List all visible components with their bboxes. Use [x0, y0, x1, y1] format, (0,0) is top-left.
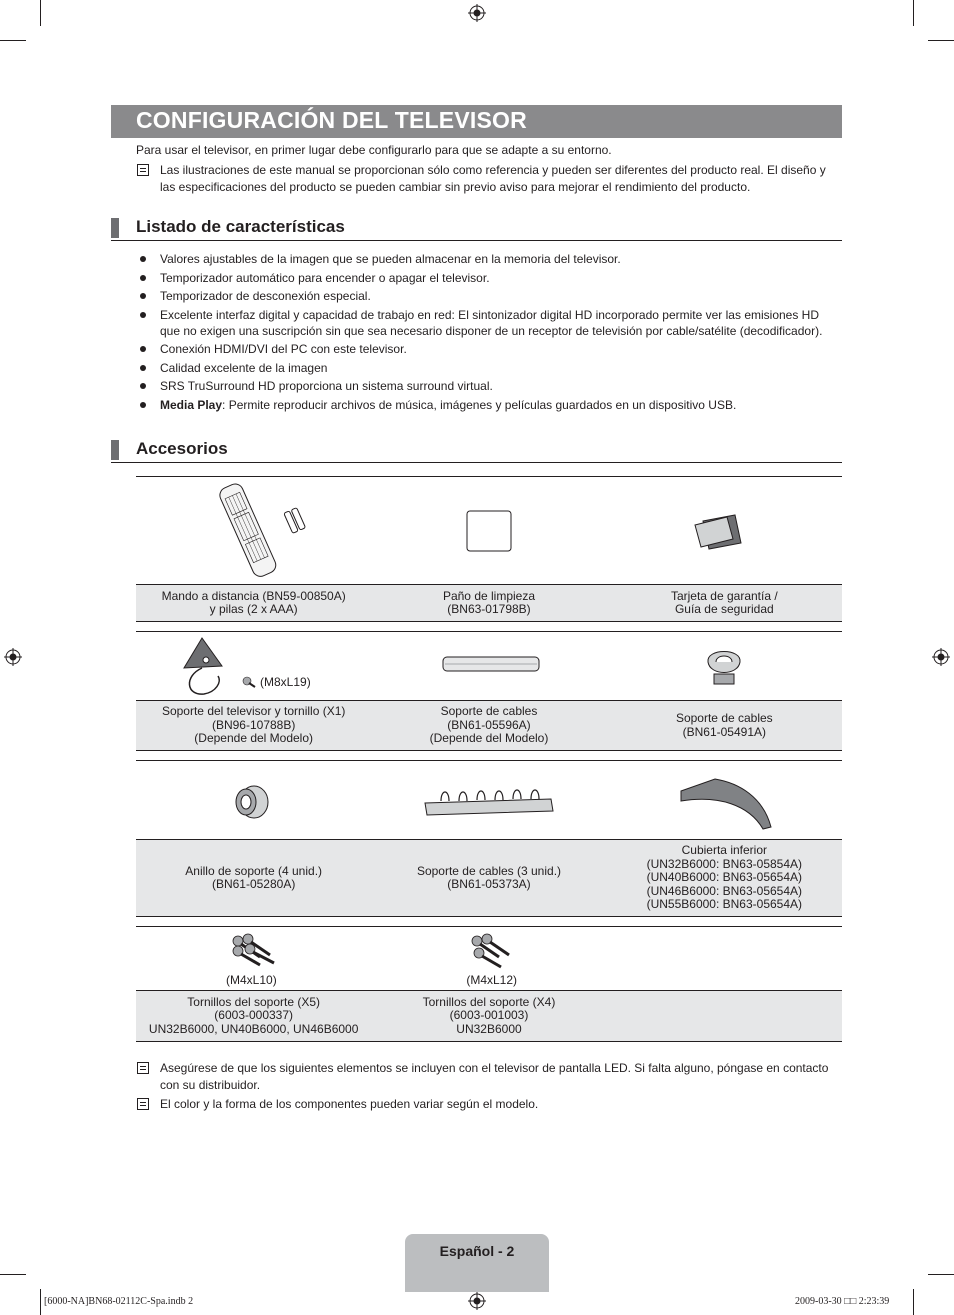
crop-mark [928, 1274, 954, 1275]
note-item: El color y la forma de los componentes pueden variar según el modelo. [136, 1096, 842, 1113]
ring-image-cell [136, 761, 371, 839]
screws-icon [469, 933, 513, 969]
cover-bottom-icon [679, 775, 775, 831]
page-number: Español - 2 [439, 1243, 515, 1259]
print-file-info: [6000-NA]BN68-02112C-Spa.indb 2 [44, 1296, 194, 1307]
accessories-heading-text: Accesorios [136, 439, 228, 458]
page-title: CONFIGURACIÓN DEL TELEVISOR [136, 107, 527, 133]
list-item: Calidad excelente de la imagen [136, 360, 842, 376]
crop-mark [928, 40, 954, 41]
accessory-row-3 [136, 760, 842, 917]
cable-holder-clip-icon [702, 642, 746, 688]
card-image-cell [607, 477, 842, 584]
crop-mark [0, 1274, 26, 1275]
cable-holder-long-icon [441, 654, 541, 674]
registration-mark-icon [4, 648, 22, 666]
intro-note-text: Las ilustraciones de este manual se proporcionan sólo como referencia y pueden ser diferentes del producto real. El diseño y las especificaciones del producto se pueden cambiar sin previo aviso para mejorar el rendimiento del producto. [160, 163, 826, 194]
page-number-tab [405, 1234, 549, 1292]
screw-icon [242, 676, 256, 688]
tv-holder-image-cell [136, 632, 371, 700]
media-play-text: : Permite reproducir archivos de música, imágenes y películas guardados en un dispositivo USB. [222, 397, 737, 412]
holder-ring-icon [232, 783, 272, 821]
remote-image-cell [136, 477, 371, 584]
accessories-heading [111, 438, 842, 463]
cloth-image-cell [371, 477, 606, 584]
list-item: Temporizador automático para encender o apagar el televisor. [136, 270, 842, 286]
empty-label [607, 991, 842, 1041]
cable-holder-clip-label: Soporte de cables (BN61-05491A) [675, 711, 773, 739]
crop-mark [40, 1289, 41, 1315]
media-play-label: Media Play [160, 397, 223, 412]
remote-label: Mando a distancia (BN59-00850A) y pilas (2 x AAA) [161, 588, 346, 616]
screws-m4l10-image-cell [136, 927, 371, 990]
note-icon [137, 1098, 149, 1110]
screws-x4-label: Tornillos del soporte (X4) (6003-001003) UN32B6000 [422, 994, 556, 1036]
cable-holder-long-label: Soporte de cables (BN61-05596A) (Depende del Modelo) [429, 704, 549, 746]
note-item: Asegúrese de que los siguientes elementos se incluyen con el televisor de pantalla LED. Si falta alguno, póngase en contacto con su distribuidor. [136, 1060, 842, 1094]
crop-mark [913, 1289, 914, 1315]
screws-icon [230, 933, 278, 969]
title-bar [111, 105, 842, 138]
end-notes [136, 1060, 842, 1113]
features-heading [111, 216, 842, 241]
crop-mark [40, 0, 41, 26]
list-item: Temporizador de desconexión especial. [136, 288, 842, 304]
intro-section [136, 142, 842, 196]
cable-holder-long-image-cell [371, 632, 606, 700]
empty-cell [607, 927, 842, 990]
screws-m4l12-image-cell [371, 927, 606, 990]
list-item: SRS TruSurround HD proporciona un sistema surround virtual. [136, 378, 842, 394]
list-item [136, 397, 842, 413]
note-icon [137, 164, 149, 176]
warranty-label: Tarjeta de garantía / Guía de seguridad [670, 588, 778, 616]
list-item: Excelente interfaz digital y capacidad de trabajo en red: El sintonizador digital HD incorporado permite ver las emisiones HD que no exigen una suscripción sin que sea necesario disponer de un receptor de televisión por cable/satélite (decodificador). [136, 307, 842, 339]
cover-image-cell [607, 761, 842, 839]
crop-mark [913, 0, 914, 26]
intro-note [136, 162, 842, 196]
screws-x5-label: Tornillos del soporte (X5) (6003-000337) UN32B6000, UN40B6000, UN46B6000 [148, 994, 359, 1036]
tv-holder-icon [182, 636, 242, 698]
cover-label: Cubierta inferior (UN32B6000: BN63-05854A) (UN40B6000: BN63-05654A) (UN46B6000: BN63-05654A) (UN55B6000: BN63-05654A) [646, 843, 803, 912]
registration-mark-icon [932, 648, 950, 666]
registration-mark-icon [468, 4, 486, 22]
features-heading-text: Listado de características [136, 217, 345, 236]
note-icon [137, 1062, 149, 1074]
screw-size-label: (M4xL12) [466, 973, 518, 987]
features-list [136, 251, 842, 415]
cable-holder-comb-label: Soporte de cables (3 unid.) (BN61-05373A) [416, 863, 562, 891]
cable-holder-comb-image-cell [371, 761, 606, 839]
section-marker [111, 440, 119, 460]
screw-size-label: (M8xL19) [260, 675, 311, 689]
cable-holder-comb-icon [421, 779, 557, 819]
tv-holder-label: Soporte del televisor y tornillo (X1) (BN96-10788B) (Depende del Modelo) [161, 704, 346, 746]
cable-holder-clip-image-cell [607, 632, 842, 700]
cloth-label: Paño de limpieza (BN63-01798B) [442, 588, 536, 616]
print-date-info: 2009-03-30 □□ 2:23:39 [795, 1296, 890, 1307]
accessory-row-4 [136, 926, 842, 1042]
accessory-row-1 [136, 476, 842, 622]
cleaning-cloth-icon [463, 509, 515, 555]
remote-control-icon [206, 481, 326, 581]
ring-label: Anillo de soporte (4 unid.) (BN61-05280A) [185, 863, 323, 891]
list-item: Conexión HDMI/DVI del PC con este televisor. [136, 341, 842, 357]
registration-mark-icon [468, 1292, 486, 1310]
intro-text: Para usar el televisor, en primer lugar debe configurarlo para que se adapte a su entorno. [136, 143, 612, 157]
list-item: Valores ajustables de la imagen que se pueden almacenar en la memoria del televisor. [136, 251, 842, 267]
warranty-card-icon [693, 511, 743, 551]
screw-size-label: (M4xL10) [226, 973, 277, 987]
accessory-row-2 [136, 631, 842, 751]
crop-mark [0, 40, 26, 41]
section-marker [111, 218, 119, 238]
